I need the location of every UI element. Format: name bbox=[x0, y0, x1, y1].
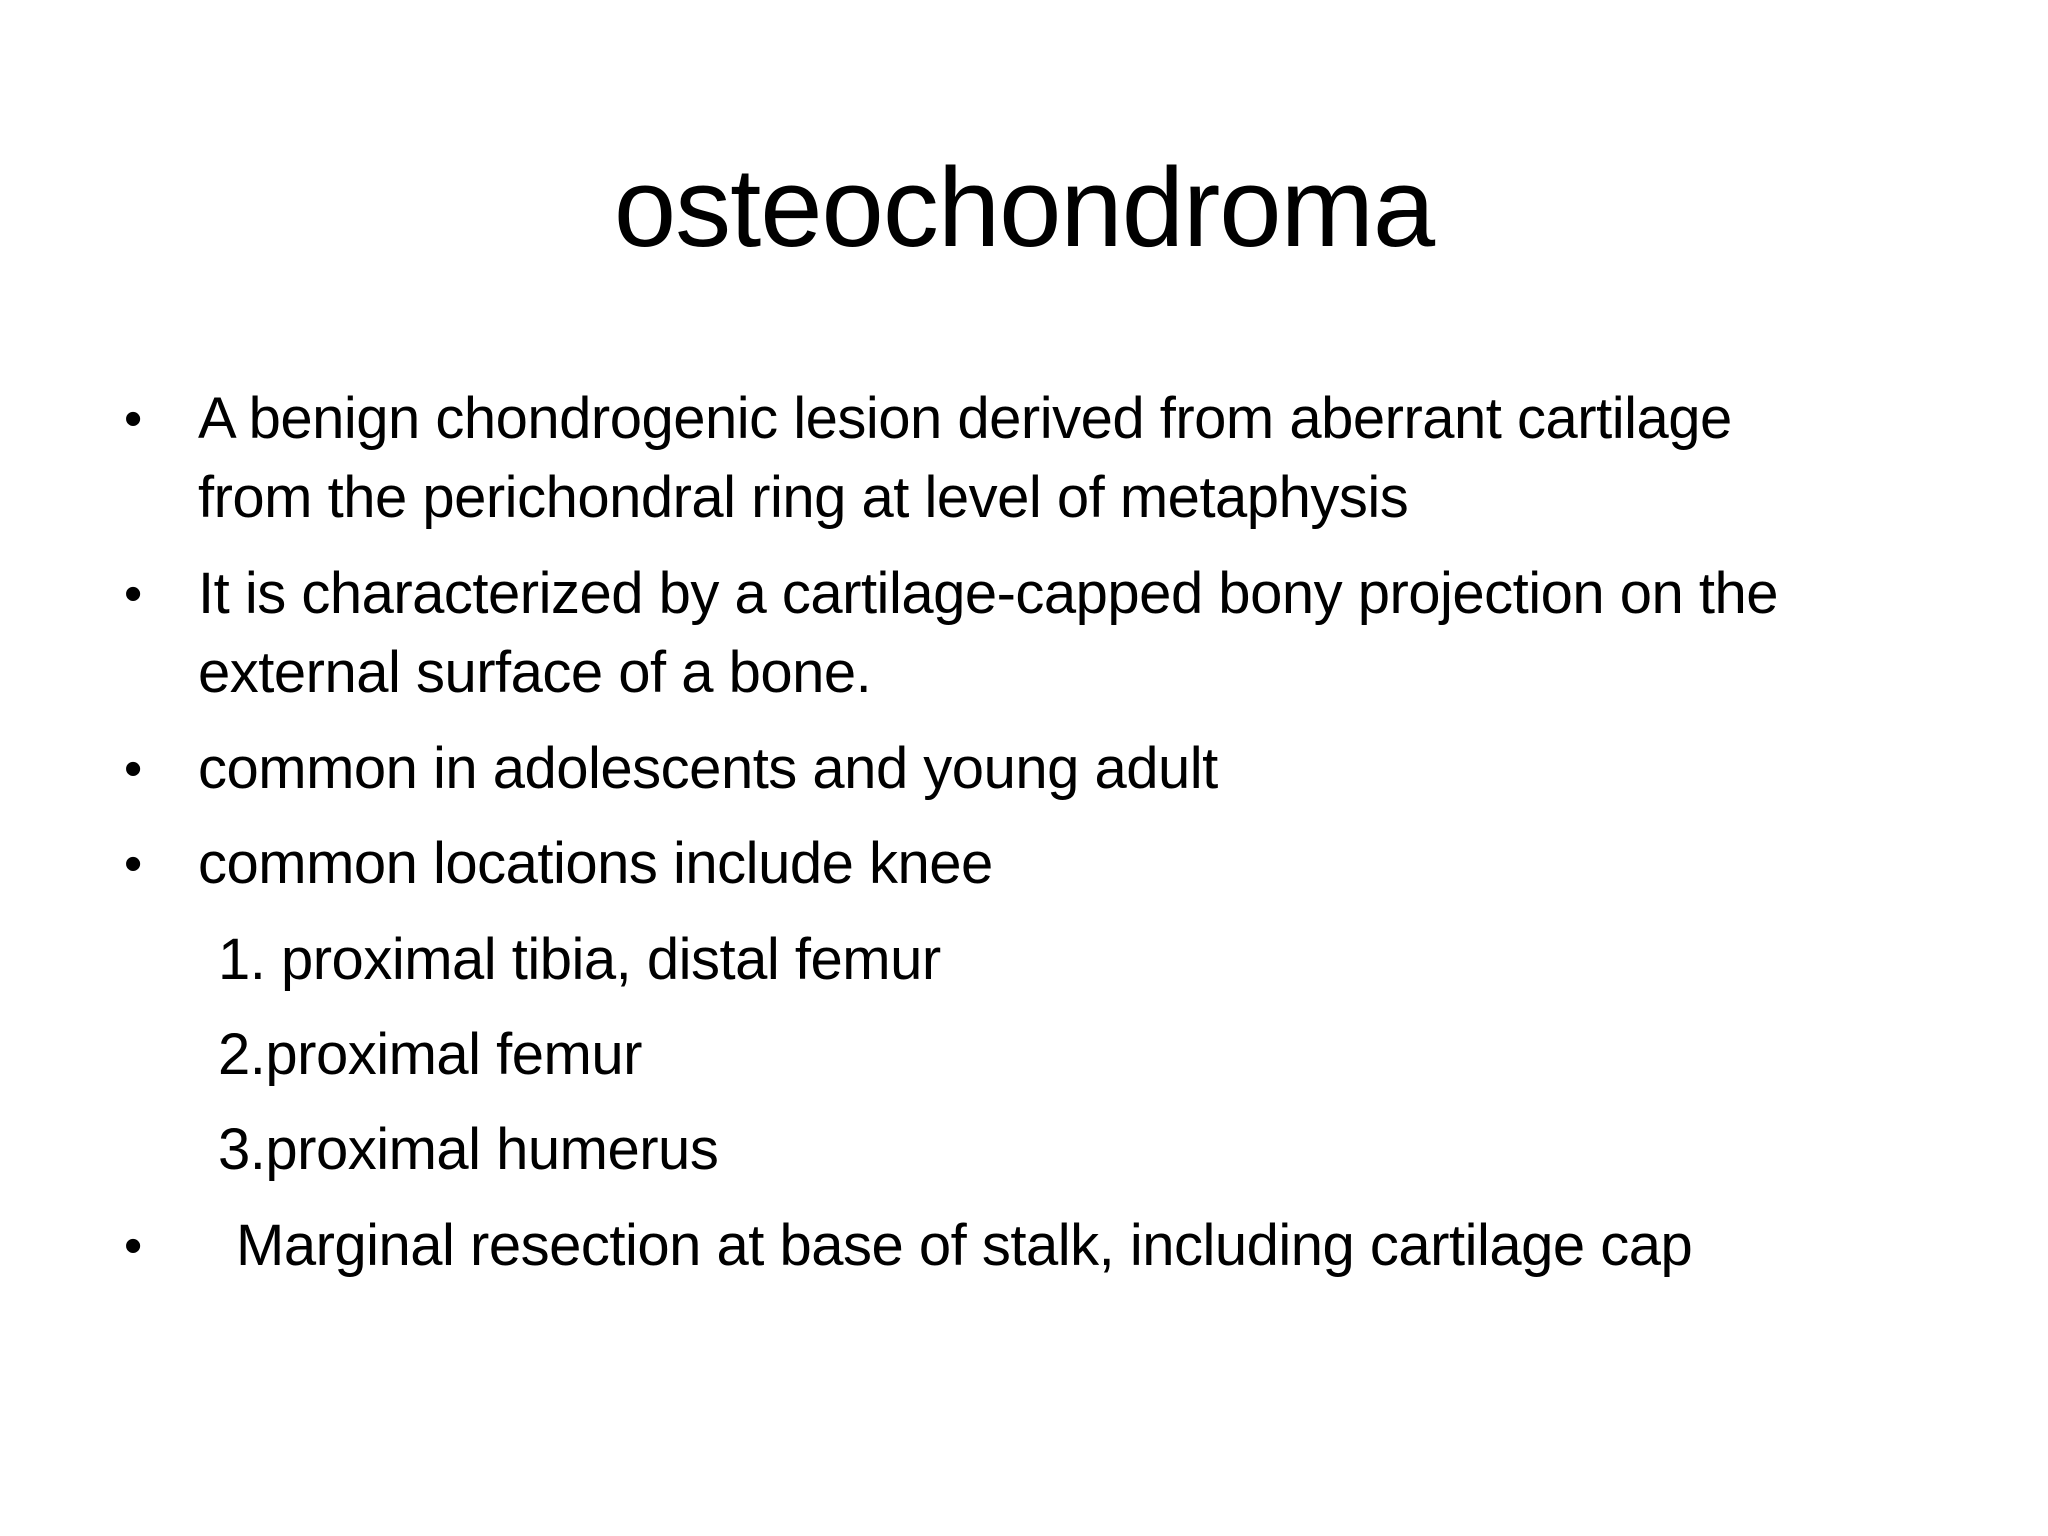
sub-item-3: 3.proximal humerus bbox=[218, 1117, 719, 1182]
slide-title: osteochondroma bbox=[613, 145, 1435, 270]
bullet-3-line-1: common in adolescents and young adult bbox=[198, 736, 1218, 801]
bullet-2-line-2: external surface of a bone. bbox=[198, 640, 872, 705]
bullet-4-line-1: common locations include knee bbox=[198, 831, 993, 896]
bullet-5-line-1: Marginal resection at base of stalk, including cartilage cap bbox=[236, 1213, 1693, 1278]
bullet-1-line-1: A benign chondrogenic lesion derived from aberrant cartilage bbox=[198, 386, 1732, 451]
bullet-marker: • bbox=[124, 740, 143, 798]
bullet-marker: • bbox=[124, 835, 143, 893]
bullet-marker: • bbox=[124, 1217, 143, 1275]
bullet-1-line-2: from the perichondral ring at level of metaphysis bbox=[198, 465, 1409, 530]
sub-item-1: 1. proximal tibia, distal femur bbox=[218, 927, 941, 992]
sub-item-2: 2.proximal femur bbox=[218, 1022, 642, 1087]
bullet-marker: • bbox=[124, 565, 143, 623]
bullet-marker: • bbox=[124, 390, 143, 448]
bullet-2-line-1: It is characterized by a cartilage-capped bony projection on the bbox=[198, 561, 1779, 626]
